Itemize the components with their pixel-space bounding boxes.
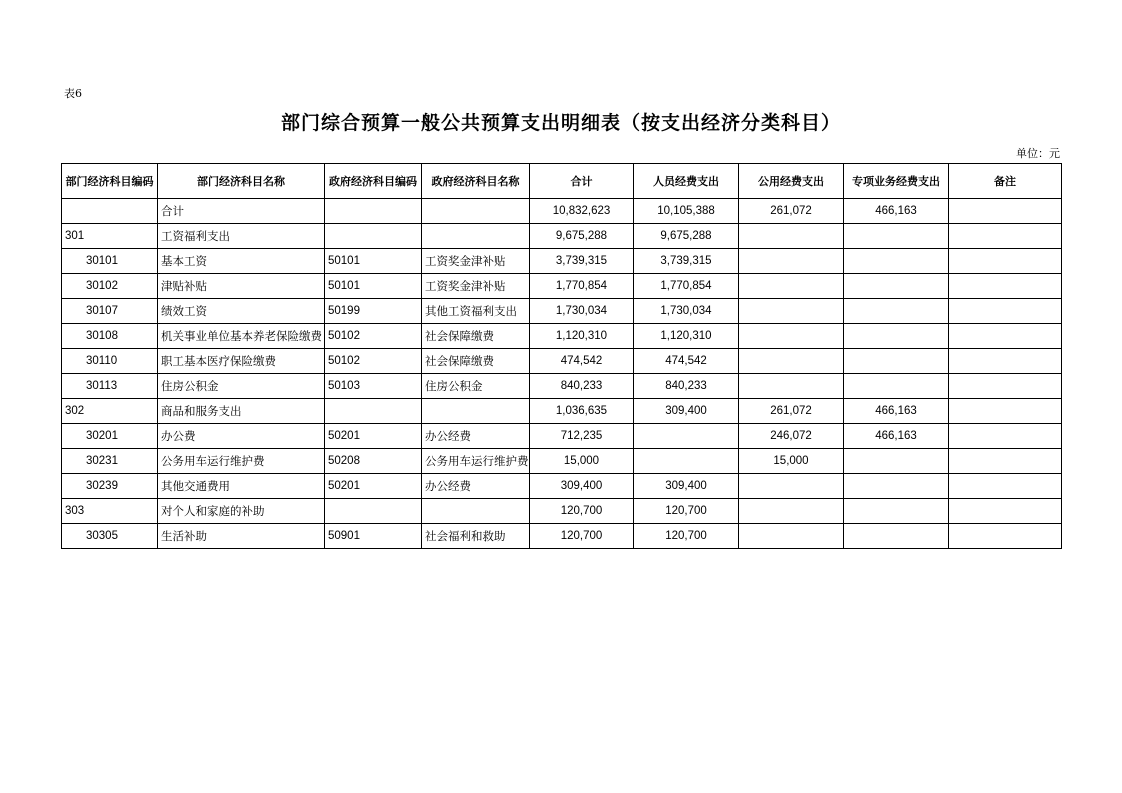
cell-special: 466,163	[844, 399, 949, 424]
cell-dept-code: 301	[62, 224, 158, 249]
cell-dept-code: 30231	[62, 449, 158, 474]
cell-dept-name: 生活补助	[158, 524, 325, 549]
cell-total: 1,730,034	[530, 299, 634, 324]
cell-dept-name: 合计	[158, 199, 325, 224]
cell-personnel: 1,770,854	[634, 274, 739, 299]
table-row	[62, 424, 1062, 449]
cell-total: 1,120,310	[530, 324, 634, 349]
cell-gov-code: 50199	[325, 299, 422, 324]
cell-dept-code: 303	[62, 499, 158, 524]
cell-gov-code: 50102	[325, 324, 422, 349]
cell-gov-name	[422, 399, 530, 424]
cell-total: 9,675,288	[530, 224, 634, 249]
cell-gov-code: 50201	[325, 474, 422, 499]
table-row	[62, 274, 1062, 299]
cell-remark	[949, 499, 1062, 524]
cell-dept-name: 住房公积金	[158, 374, 325, 399]
cell-personnel: 10,105,388	[634, 199, 739, 224]
cell-dept-code: 30239	[62, 474, 158, 499]
cell-gov-code: 50201	[325, 424, 422, 449]
table-row	[62, 499, 1062, 524]
cell-remark	[949, 424, 1062, 449]
cell-public	[739, 349, 844, 374]
cell-public	[739, 524, 844, 549]
cell-personnel	[634, 449, 739, 474]
table-body	[62, 199, 1062, 549]
cell-remark	[949, 524, 1062, 549]
table-row	[62, 249, 1062, 274]
cell-personnel: 120,700	[634, 499, 739, 524]
cell-total: 474,542	[530, 349, 634, 374]
cell-personnel: 309,400	[634, 474, 739, 499]
cell-dept-code: 30102	[62, 274, 158, 299]
cell-gov-code	[325, 199, 422, 224]
cell-gov-name: 公务用车运行维护费	[422, 449, 530, 474]
cell-public	[739, 374, 844, 399]
cell-dept-code: 30305	[62, 524, 158, 549]
cell-special	[844, 274, 949, 299]
cell-total: 712,235	[530, 424, 634, 449]
cell-gov-name: 社会保障缴费	[422, 324, 530, 349]
table-row	[62, 399, 1062, 424]
cell-dept-name: 工资福利支出	[158, 224, 325, 249]
cell-remark	[949, 374, 1062, 399]
header-remark: 备注	[949, 164, 1062, 199]
cell-total: 840,233	[530, 374, 634, 399]
cell-gov-name: 办公经费	[422, 474, 530, 499]
cell-total: 3,739,315	[530, 249, 634, 274]
cell-dept-code: 302	[62, 399, 158, 424]
cell-special	[844, 249, 949, 274]
cell-public	[739, 324, 844, 349]
cell-total: 120,700	[530, 499, 634, 524]
cell-remark	[949, 299, 1062, 324]
header-total: 合计	[530, 164, 634, 199]
cell-dept-name: 基本工资	[158, 249, 325, 274]
cell-gov-name: 社会福利和救助	[422, 524, 530, 549]
cell-remark	[949, 249, 1062, 274]
cell-special	[844, 474, 949, 499]
cell-dept-name: 公务用车运行维护费	[158, 449, 325, 474]
cell-dept-name: 其他交通费用	[158, 474, 325, 499]
cell-gov-name: 办公经费	[422, 424, 530, 449]
cell-gov-name: 社会保障缴费	[422, 349, 530, 374]
table-row	[62, 199, 1062, 224]
cell-gov-name: 工资奖金津补贴	[422, 274, 530, 299]
cell-public	[739, 249, 844, 274]
table-row	[62, 224, 1062, 249]
cell-public	[739, 299, 844, 324]
cell-special: 466,163	[844, 199, 949, 224]
cell-total: 15,000	[530, 449, 634, 474]
cell-remark	[949, 474, 1062, 499]
cell-total: 1,770,854	[530, 274, 634, 299]
table-row	[62, 299, 1062, 324]
cell-personnel: 3,739,315	[634, 249, 739, 274]
cell-special	[844, 499, 949, 524]
table-row	[62, 449, 1062, 474]
cell-gov-code	[325, 224, 422, 249]
cell-gov-code	[325, 399, 422, 424]
cell-total: 120,700	[530, 524, 634, 549]
header-special: 专项业务经费支出	[844, 164, 949, 199]
table-row	[62, 474, 1062, 499]
cell-public	[739, 274, 844, 299]
cell-personnel: 1,730,034	[634, 299, 739, 324]
cell-dept-code: 30113	[62, 374, 158, 399]
cell-special	[844, 224, 949, 249]
page-title: 部门综合预算一般公共预算支出明细表（按支出经济分类科目）	[280, 112, 841, 134]
cell-public: 15,000	[739, 449, 844, 474]
cell-dept-code: 30107	[62, 299, 158, 324]
cell-public: 261,072	[739, 399, 844, 424]
cell-personnel	[634, 424, 739, 449]
cell-dept-name: 津贴补贴	[158, 274, 325, 299]
cell-special	[844, 449, 949, 474]
cell-special	[844, 299, 949, 324]
cell-public: 246,072	[739, 424, 844, 449]
cell-special	[844, 374, 949, 399]
cell-dept-name: 商品和服务支出	[158, 399, 325, 424]
cell-total: 1,036,635	[530, 399, 634, 424]
table-row	[62, 349, 1062, 374]
cell-special	[844, 524, 949, 549]
cell-dept-code	[62, 199, 158, 224]
cell-public	[739, 499, 844, 524]
table-row	[62, 524, 1062, 549]
cell-gov-name	[422, 224, 530, 249]
cell-special: 466,163	[844, 424, 949, 449]
cell-gov-code: 50901	[325, 524, 422, 549]
cell-gov-name	[422, 499, 530, 524]
header-personnel: 人员经费支出	[634, 164, 739, 199]
cell-remark	[949, 199, 1062, 224]
cell-remark	[949, 274, 1062, 299]
cell-personnel: 840,233	[634, 374, 739, 399]
cell-dept-name: 对个人和家庭的补助	[158, 499, 325, 524]
cell-public: 261,072	[739, 199, 844, 224]
cell-gov-code: 50208	[325, 449, 422, 474]
cell-gov-code	[325, 499, 422, 524]
table-header-row	[62, 164, 1062, 199]
cell-gov-name: 住房公积金	[422, 374, 530, 399]
budget-table	[61, 163, 1062, 549]
cell-total: 10,832,623	[530, 199, 634, 224]
cell-dept-name: 办公费	[158, 424, 325, 449]
cell-special	[844, 324, 949, 349]
cell-public	[739, 224, 844, 249]
cell-dept-name: 绩效工资	[158, 299, 325, 324]
cell-gov-name: 其他工资福利支出	[422, 299, 530, 324]
header-public: 公用经费支出	[739, 164, 844, 199]
unit-label: 单位：元	[1016, 147, 1060, 160]
table-row	[62, 324, 1062, 349]
cell-dept-name: 职工基本医疗保险缴费	[158, 349, 325, 374]
cell-personnel: 474,542	[634, 349, 739, 374]
table-row	[62, 374, 1062, 399]
cell-total: 309,400	[530, 474, 634, 499]
cell-dept-code: 30110	[62, 349, 158, 374]
cell-gov-code: 50101	[325, 249, 422, 274]
cell-public	[739, 474, 844, 499]
cell-personnel: 309,400	[634, 399, 739, 424]
cell-dept-name: 机关事业单位基本养老保险缴费	[158, 324, 325, 349]
cell-remark	[949, 324, 1062, 349]
cell-dept-code: 30201	[62, 424, 158, 449]
cell-gov-code: 50103	[325, 374, 422, 399]
cell-gov-code: 50102	[325, 349, 422, 374]
cell-remark	[949, 349, 1062, 374]
cell-personnel: 9,675,288	[634, 224, 739, 249]
table-label: 表6	[64, 87, 82, 100]
cell-remark	[949, 399, 1062, 424]
cell-personnel: 1,120,310	[634, 324, 739, 349]
cell-special	[844, 349, 949, 374]
cell-personnel: 120,700	[634, 524, 739, 549]
cell-gov-name: 工资奖金津补贴	[422, 249, 530, 274]
cell-remark	[949, 224, 1062, 249]
header-gov-code: 政府经济科目编码	[325, 164, 422, 199]
header-dept-code: 部门经济科目编码	[62, 164, 158, 199]
cell-gov-code: 50101	[325, 274, 422, 299]
cell-dept-code: 30101	[62, 249, 158, 274]
cell-gov-name	[422, 199, 530, 224]
cell-dept-code: 30108	[62, 324, 158, 349]
cell-remark	[949, 449, 1062, 474]
header-gov-name: 政府经济科目名称	[422, 164, 530, 199]
header-dept-name: 部门经济科目名称	[158, 164, 325, 199]
